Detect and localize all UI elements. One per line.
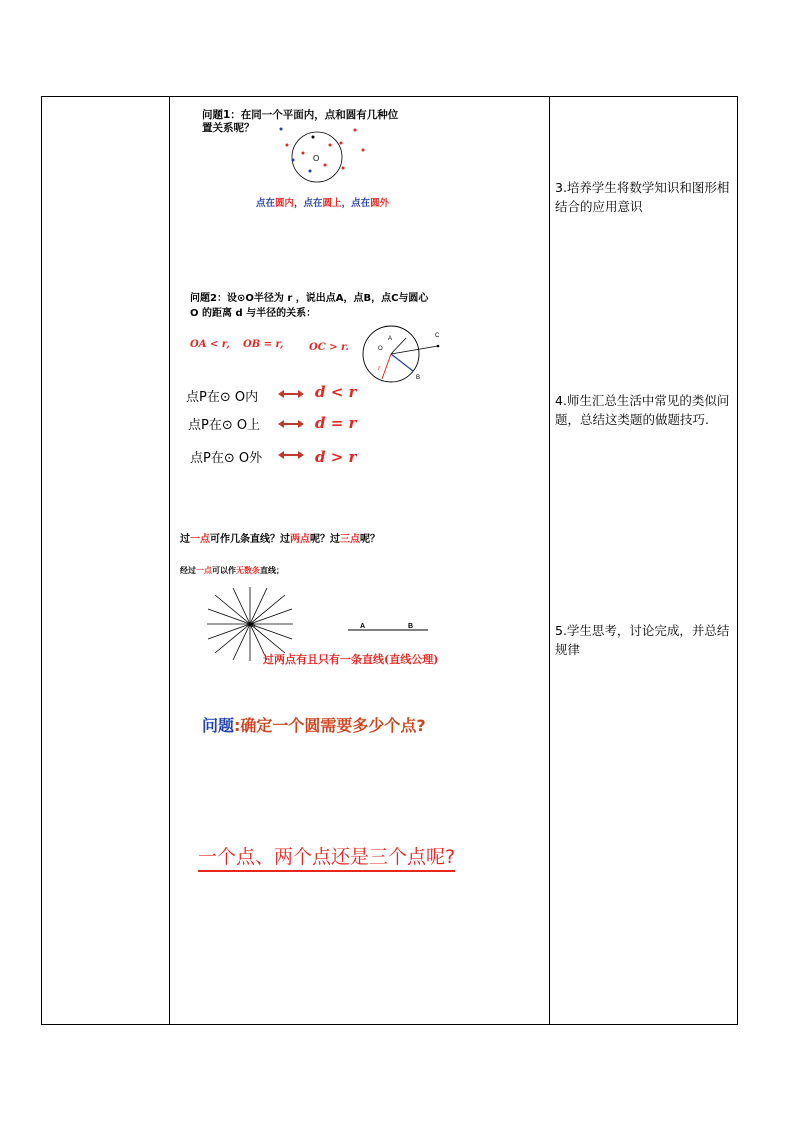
q1-answer-part: ，点在 [341, 198, 371, 209]
q3-label: 问题 [202, 716, 235, 735]
q1-answer-part: 圆内 [275, 198, 295, 209]
lines-question: 过一点可作几条直线？过两点呢？过三点呢？ [180, 534, 380, 545]
q1-answer-part: 点在 [256, 198, 276, 209]
note-5: 5.学生思考，讨论完成，并总结规律 [555, 623, 730, 657]
relation-outside-formula: d > r [315, 448, 357, 466]
q1-answer-part: 圆外 [370, 198, 390, 209]
column-divider-1 [169, 97, 170, 1024]
point-inside-1 [312, 136, 315, 139]
note-4: 4.师生汇总生活中常见的类似问题，总结这类题的做题技巧. [555, 393, 730, 427]
q1-line2: 置关系呢？ [202, 122, 255, 134]
two-point-line-figure [346, 620, 430, 634]
rel-oc: OC > r. [309, 342, 349, 353]
relation-on-label: 点P在⊙ O上 [188, 418, 261, 433]
q3-text: :确定一个圆需要多少个点? [234, 716, 426, 735]
relation-on-formula: d = r [315, 414, 357, 432]
point-outside-2 [354, 129, 357, 132]
svg-text:B: B [408, 623, 414, 630]
q1-answer-part: 圆上 [322, 198, 342, 209]
point-outside-4 [286, 144, 289, 147]
point-inside-3 [324, 164, 327, 167]
point-on-3 [342, 167, 345, 170]
point-inside-5 [309, 170, 312, 173]
q2-line1: 问题2：设⊙O半径为 r ，说出点A，点B，点C与圆心 [190, 293, 429, 304]
point-on-1 [292, 159, 295, 162]
rel-ob: OB = r, [243, 339, 284, 350]
point-outside-3 [362, 149, 365, 152]
q1-line1: 问题1：在同一个平面内，点和圆有几种位 [202, 109, 399, 121]
q3-heading [202, 713, 426, 736]
lines-answer: 经过一点可以作无数条直线； [180, 566, 284, 575]
svg-text:O: O [378, 346, 383, 352]
distance-figure [358, 322, 448, 387]
point-outside-1 [280, 128, 283, 131]
point-inside-2 [329, 144, 332, 147]
point-circle-figure [275, 125, 375, 190]
q4-heading: 一个点、两个点还是三个点呢? [198, 842, 455, 872]
column-divider-2 [549, 97, 550, 1024]
double-arrow-icon [278, 450, 304, 460]
svg-text:r: r [378, 364, 381, 372]
note-3: 3.培养学生将数学知识和图形相结合的应用意识 [555, 180, 730, 214]
lesson-table [41, 96, 738, 1025]
q2-line2: O 的距离 d 与半径的关系： [190, 308, 317, 319]
circle-center-label: O [313, 154, 320, 163]
svg-text:A: A [251, 623, 256, 629]
q1-answer-part: ，点在 [294, 198, 323, 209]
relation-inside-label: 点P在⊙ O内 [186, 390, 259, 405]
double-arrow-icon [278, 389, 304, 399]
svg-text:B: B [416, 375, 421, 381]
rel-oa: OA < r, [190, 339, 230, 350]
svg-text:A: A [388, 336, 393, 342]
relation-outside-label: 点P在⊙ O外 [190, 451, 263, 466]
svg-text:A: A [360, 623, 366, 630]
q1-answer [256, 195, 389, 209]
relation-inside-formula: d < r [315, 383, 357, 401]
point-on-2 [340, 142, 343, 145]
svg-text:C: C [435, 333, 440, 339]
double-arrow-icon [278, 419, 304, 429]
line-axiom: 过两点有且只有一条直线(直线公理) [263, 653, 439, 666]
point-inside-4 [302, 152, 305, 155]
